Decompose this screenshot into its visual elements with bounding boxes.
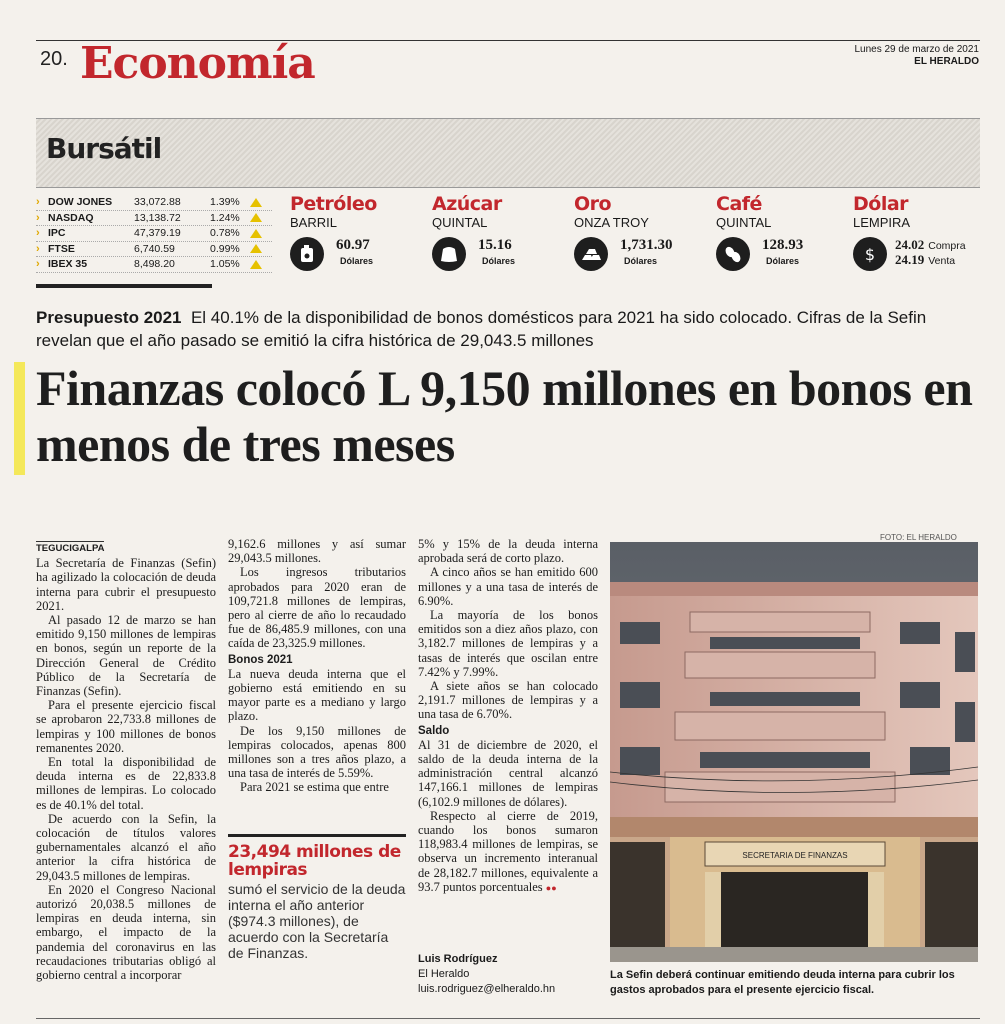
dolar-buy-value: 24.02 [895, 237, 925, 252]
article-headline: Finanzas colocó L 9,150 millones en bonos en menos de tres meses [36, 360, 973, 472]
commodity-currency: Dólares [766, 256, 800, 266]
commodity-petroleo [290, 193, 430, 273]
paragraph: 5% y 15% de la deuda interna aprobada será de corto plazo. [418, 537, 598, 566]
up-triangle-icon [250, 198, 262, 207]
stock-index-table [36, 195, 272, 273]
page-number: 20. [40, 48, 68, 70]
paragraph [418, 809, 598, 895]
commodity-oro [574, 193, 714, 273]
stock-change: 0.78% [210, 227, 240, 240]
dolar-buy-label: Compra [928, 240, 966, 252]
author-name: Luis Rodríguez [418, 953, 498, 965]
paragraph: En 2020 el Congreso Nacional autorizó 20,038.5 millones de lempiras en deuda interna, sin embargo, el impacto de la pandemia del coronavirus en las recaudaciones tributarias obligó al gobierno central a incorporar [36, 882, 216, 983]
paragraph: De acuerdo con la Sefin, la colocación de títulos valores gubernamentales alcanzó el año anterior la cifra histórica de 29,043.5 millones de lempiras. [36, 811, 216, 883]
author-email: luis.rodriguez@elheraldo.hn [418, 983, 556, 995]
stock-change: 1.39% [210, 196, 240, 209]
paragraph: A cinco años se han emitido 600 millones y a una tasa de interés de 6.90%. [418, 565, 598, 608]
paragraph: Los ingresos tributarios aprobados para 2020 eran de 109,721.8 millones de lempiras, pero al cierre de año lo recaudado fue de 86,485.9 millones, con una caída de 23,325.9 millones. [228, 565, 406, 651]
pull-quote-figure: 23,494 millones de lempiras [228, 842, 401, 880]
kicker-label: Presupuesto 2021 [36, 308, 182, 327]
commodity-unit: ONZA TROY [574, 215, 649, 230]
gold-bars-icon [574, 237, 608, 271]
bursatil-title: Bursátil [46, 132, 162, 165]
commodity-currency: Dólares [340, 256, 374, 266]
section-title: Economía [80, 38, 315, 89]
photo-caption: La Sefin deberá continuar emitiendo deuda interna para cubrir los gastos aprobados para el presente ejercicio fiscal. [610, 969, 955, 996]
separator-bar [36, 284, 212, 288]
stock-row [36, 242, 272, 258]
paragraph: Para el presente ejercicio fiscal se aprobaron 22,733.8 millones de lempiras y 100 millones de bonos remanentes 2020. [36, 698, 216, 755]
commodity-unit: QUINTAL [432, 215, 488, 230]
stock-change: 1.05% [210, 258, 240, 271]
sugar-sack-icon [432, 237, 466, 271]
author-outlet: El Heraldo [418, 968, 470, 980]
paragraph: La mayoría de los bonos emitidos son a diez años plazo, con 3,182.7 millones de lempiras y a tasas de interés que oscilan entre 7.42% y 7.99%. [418, 608, 598, 679]
commodity-currency: Dólares [624, 256, 658, 266]
bottom-rule [36, 1018, 980, 1019]
chevron-right-icon: › [36, 258, 40, 271]
paragraph: Para 2021 se estima que entre [240, 780, 389, 795]
issue-date: Lunes 29 de marzo de 2021 [854, 44, 979, 55]
stock-name: FTSE [48, 242, 75, 255]
commodity-name: Azúcar [432, 193, 502, 215]
stock-name: NASDAQ [48, 211, 94, 224]
paragraph: De los 9,150 millones de lempiras colocados, apenas 800 millones son a tres años plazo, a una tasa de interés de 5.59%. [228, 723, 406, 781]
photo-credit: FOTO: EL HERALDO [880, 533, 957, 542]
photo-sign: SECRETARIA DE FINANZAS [742, 851, 848, 860]
dolar-buy [895, 237, 966, 253]
building-photo [610, 542, 978, 962]
article-column-3 [418, 537, 598, 895]
paragraph: 9,162.6 millones y así sumar 29,043.5 millones. [228, 537, 406, 566]
dolar-sell-label: Venta [928, 255, 956, 267]
commodity-value: 128.93 [762, 237, 804, 253]
up-triangle-icon [250, 260, 262, 269]
coffee-beans-icon [716, 237, 750, 271]
paragraph: A siete años se han colocado 2,191.7 millones de lempiras y a una tasa de 6.70%. [418, 679, 598, 722]
stock-name: IBEX 35 [48, 258, 88, 271]
chevron-right-icon: › [36, 196, 40, 209]
stock-value: 8,498.20 [134, 258, 175, 271]
paragraph: En total la disponibilidad de deuda interna es de 22,833.8 millones de lempiras. Lo colocado es de 40.1% del total. [36, 755, 216, 812]
paper-name: EL HERALDO [914, 56, 979, 67]
paragraph: La Secretaría de Finanzas (Sefin) ha agilizado la colocación de deuda interna para cubrir el presupuesto 2021. [36, 556, 216, 613]
commodity-currency: Dólares [482, 256, 516, 266]
money-bag-icon: $ [853, 237, 887, 271]
commodity-name: Oro [574, 193, 612, 215]
stock-change: 0.99% [210, 242, 240, 255]
dateline: TEGUCIGALPA [36, 541, 104, 556]
pull-quote [228, 834, 406, 961]
up-triangle-icon [250, 213, 262, 222]
article-column-1 [36, 540, 216, 982]
commodity-value: 60.97 [336, 237, 370, 253]
commodity-name: Dólar [853, 193, 909, 215]
stock-name: DOW JONES [48, 196, 113, 209]
subhead-saldo: Saldo [418, 724, 450, 737]
commodity-value: 1,731.30 [620, 237, 673, 253]
paragraph: La nueva deuda interna que el gobierno está emitiendo en su mayor parte es a mediano y largo plazo. [228, 666, 406, 724]
commodity-name: Petróleo [290, 193, 377, 215]
commodity-name: Café [716, 193, 762, 215]
stock-value: 33,072.88 [134, 196, 181, 209]
pull-quote-text: sumó el servicio de la deuda interna el año anterior ($974.3 millones), de acuerdo con la Secretaría de Finanzas. [228, 881, 406, 961]
stock-value: 6,740.59 [134, 242, 175, 255]
highlighter-mark [14, 362, 25, 475]
stock-value: 47,379.19 [134, 227, 181, 240]
commodity-value: 15.16 [478, 237, 512, 253]
end-mark-icon: ●● [545, 882, 557, 893]
paragraph: Al 31 de diciembre de 2020, el saldo de la deuda interna de la administración central alcanzó 147,166.1 millones de lempiras (6,102.9 millones de dólares). [418, 737, 598, 809]
stock-value: 13,138.72 [134, 211, 181, 224]
commodity-azucar [432, 193, 572, 273]
dolar-sell-value: 24.19 [895, 252, 925, 267]
paragraph-text: Respecto al cierre de 2019, cuando los bonos sumaron 118,983.4 millones de lempiras, se observa un incremento interanual de 28,182.7 millones, equivalente a 93.7 puntos porcentuales [418, 808, 598, 894]
up-triangle-icon [250, 244, 262, 253]
commodity-unit: QUINTAL [716, 215, 772, 230]
chevron-right-icon: › [36, 242, 40, 255]
stock-row [36, 195, 272, 211]
chevron-right-icon: › [36, 227, 40, 240]
author-block [418, 952, 598, 997]
commodity-unit: BARRIL [290, 215, 337, 230]
building-photo-illustration [610, 542, 978, 962]
chevron-right-icon: › [36, 211, 40, 224]
paragraph: Al pasado 12 de marzo se han emitido 9,150 millones de lempiras en bonos, según un reporte de la Dirección General de Crédito Público de la Secretaría de Finanzas (Sefin). [36, 613, 216, 699]
commodity-dolar [853, 193, 988, 273]
bursatil-band [36, 118, 980, 188]
commodity-unit: LEMPIRA [853, 215, 911, 230]
dolar-sell [895, 252, 955, 268]
article-kicker [36, 306, 986, 352]
stock-name: IPC [48, 227, 66, 240]
article-column-2 [228, 537, 406, 795]
stock-row [36, 257, 272, 273]
up-triangle-icon [250, 229, 262, 238]
kicker-text: El 40.1% de la disponibilidad de bonos domésticos para 2021 ha sido colocado. Cifras de la Sefin revelan que el año pasado se emitió la cifra histórica de 29,043.5 millones [36, 308, 927, 350]
stock-row [36, 211, 272, 227]
oil-barrel-icon [290, 237, 324, 271]
commodity-cafe [716, 193, 856, 273]
stock-change: 1.24% [210, 211, 240, 224]
subhead-bonos: Bonos 2021 [228, 653, 293, 666]
stock-row [36, 226, 272, 242]
